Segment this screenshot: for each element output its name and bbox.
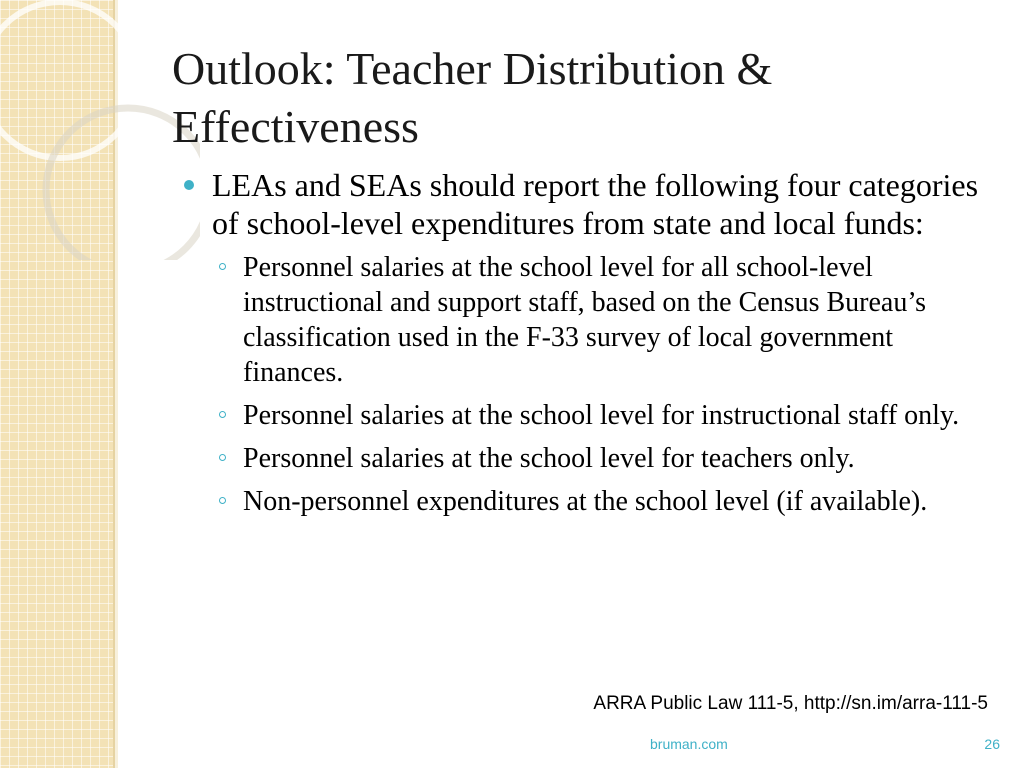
sub-bullet-text: Non-personnel expenditures at the school level (if available).: [243, 486, 928, 517]
sub-bullet-item: [172, 441, 992, 476]
sub-bullet-text: Personnel salaries at the school level for all school-level instructional and support staff, based on the Census Bureau’s classification used in the F-33 survey of local government finances.: [243, 252, 927, 388]
sub-bullet-list: [172, 250, 992, 519]
slide-number: 26: [984, 736, 1000, 752]
sub-bullet-item: [172, 484, 992, 519]
footer-site: bruman.com: [650, 736, 728, 752]
decorative-side-panel: [0, 0, 113, 768]
sub-bullet-ring-icon: [219, 411, 226, 418]
side-panel-highlight: [115, 0, 118, 768]
sub-bullet-ring-icon: [219, 263, 226, 270]
sub-bullet-item: [172, 250, 992, 390]
sub-bullet-ring-icon: [219, 497, 226, 504]
bullet-text: LEAs and SEAs should report the following four categories of school-level expenditures from state and local funds:: [212, 167, 979, 241]
bullet-item: [172, 166, 992, 242]
sub-bullet-ring-icon: [219, 454, 226, 461]
sub-bullet-text: Personnel salaries at the school level for teachers only.: [243, 443, 855, 474]
citation-link[interactable]: ARRA Public Law 111-5, http://sn.im/arra-111-5: [593, 693, 988, 714]
sub-bullet-text: Personnel salaries at the school level for instructional staff only.: [243, 400, 960, 431]
sub-bullet-item: [172, 398, 992, 433]
slide-title: Outlook: Teacher Distribution & Effectiveness: [172, 43, 773, 152]
bullet-dot-icon: [184, 180, 194, 190]
slide-content: [172, 166, 992, 527]
